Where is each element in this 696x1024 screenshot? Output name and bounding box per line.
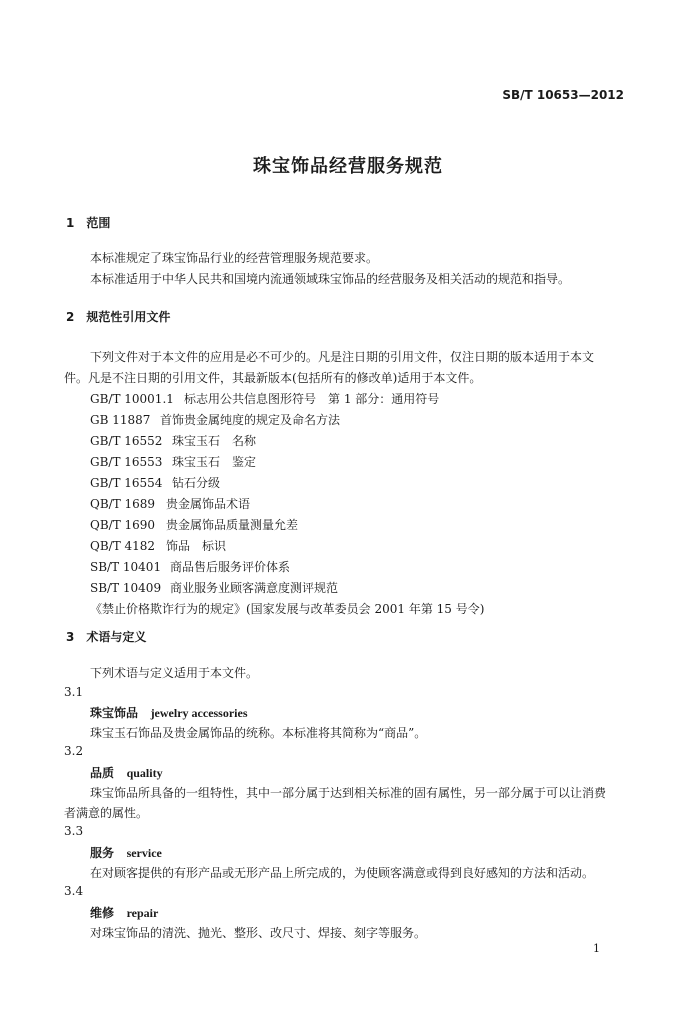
reference-code: GB/T 16552 (90, 434, 163, 448)
term-english: service (126, 846, 162, 860)
reference-code: GB/T 16554 (90, 476, 163, 490)
term-english: quality (126, 766, 163, 780)
reference-code: SB/T 10409 (90, 581, 162, 595)
term-chinese: 维修 (90, 906, 115, 920)
term-definition: 在对顾客提供的有形产品或无形产品上所完成的，为使顾客满意或得到良好感知的方法和活动。 (90, 866, 595, 880)
reference-title: 贵金属饰品质量测量允差 (166, 518, 299, 532)
section-heading-terms: 3 术语与定义 (66, 630, 147, 644)
reference-item (90, 411, 340, 428)
regulation-reference: 《禁止价格欺诈行为的规定》(国家发展与改革委员会 2001 年第 15 号令) (90, 602, 485, 616)
reference-code: GB/T 16553 (90, 455, 163, 469)
standard-number: SB/T 10653—2012 (502, 88, 624, 102)
paragraph: 本标准适用于中华人民共和国境内流通领域珠宝饰品的经营服务及相关活动的规范和指导。 (90, 272, 571, 286)
reference-code: GB 11887 (90, 413, 151, 427)
paragraph: 件。凡是不注日期的引用文件，其最新版本(包括所有的修改单)适用于本文件。 (64, 371, 482, 385)
term-number: 3.2 (64, 744, 84, 758)
reference-title: 珠宝玉石 鉴定 (172, 455, 257, 469)
reference-item (90, 558, 290, 575)
term-heading (90, 904, 158, 921)
document-title: 珠宝饰品经营服务规范 (253, 156, 443, 177)
reference-code: QB/T 1690 (90, 518, 156, 532)
term-definition: 者满意的属性。 (64, 806, 149, 820)
term-chinese: 品质 (90, 766, 115, 780)
reference-title: 钻石分级 (172, 476, 221, 490)
reference-item (90, 453, 256, 470)
term-chinese: 服务 (90, 846, 115, 860)
term-english: repair (126, 906, 159, 920)
paragraph: 下列文件对于本文件的应用是必不可少的。凡是注日期的引用文件，仅注日期的版本适用于本文 (90, 350, 595, 364)
reference-item (90, 579, 338, 596)
reference-item (90, 516, 298, 533)
reference-title: 贵金属饰品术语 (166, 497, 251, 511)
term-heading (90, 764, 163, 781)
term-definition: 对珠宝饰品的清洗、抛光、整形、改尺寸、焊接、刻字等服务。 (90, 926, 427, 940)
term-heading (90, 844, 162, 861)
term-chinese: 珠宝饰品 (90, 706, 139, 720)
reference-title: 首饰贵金属纯度的规定及命名方法 (160, 413, 341, 427)
section-heading-scope: 1 范围 (66, 216, 111, 230)
reference-title: 商业服务业顾客满意度测评规范 (170, 581, 339, 595)
reference-code: GB/T 10001.1 (90, 392, 174, 406)
paragraph: 下列术语与定义适用于本文件。 (90, 666, 259, 680)
reference-code: SB/T 10401 (90, 560, 162, 574)
reference-item (90, 537, 226, 554)
reference-item (90, 495, 250, 512)
reference-item (90, 390, 439, 407)
term-english: jewelry accessories (150, 706, 248, 720)
reference-code: QB/T 1689 (90, 497, 156, 511)
term-number: 3.1 (64, 685, 84, 699)
term-definition: 珠宝玉石饰品及贵金属饰品的统称。本标准将其简称为“商品”。 (90, 726, 427, 740)
term-definition: 珠宝饰品所具备的一组特性，其中一部分属于达到相关标准的固有属性，另一部分属于可以让消费 (90, 786, 607, 800)
term-number: 3.3 (64, 824, 84, 838)
reference-title: 商品售后服务评价体系 (170, 560, 291, 574)
reference-title: 珠宝玉石 名称 (172, 434, 257, 448)
term-heading (90, 704, 248, 721)
reference-title: 标志用公共信息图形符号 第 1 部分：通用符号 (184, 392, 440, 406)
reference-item (90, 474, 220, 491)
section-heading-normative-references: 2 规范性引用文件 (66, 310, 171, 324)
reference-code: QB/T 4182 (90, 539, 156, 553)
paragraph: 本标准规定了珠宝饰品行业的经营管理服务规范要求。 (90, 251, 379, 265)
page-number: 1 (593, 942, 600, 955)
reference-title: 饰品 标识 (166, 539, 227, 553)
reference-item (90, 432, 256, 449)
term-number: 3.4 (64, 884, 84, 898)
